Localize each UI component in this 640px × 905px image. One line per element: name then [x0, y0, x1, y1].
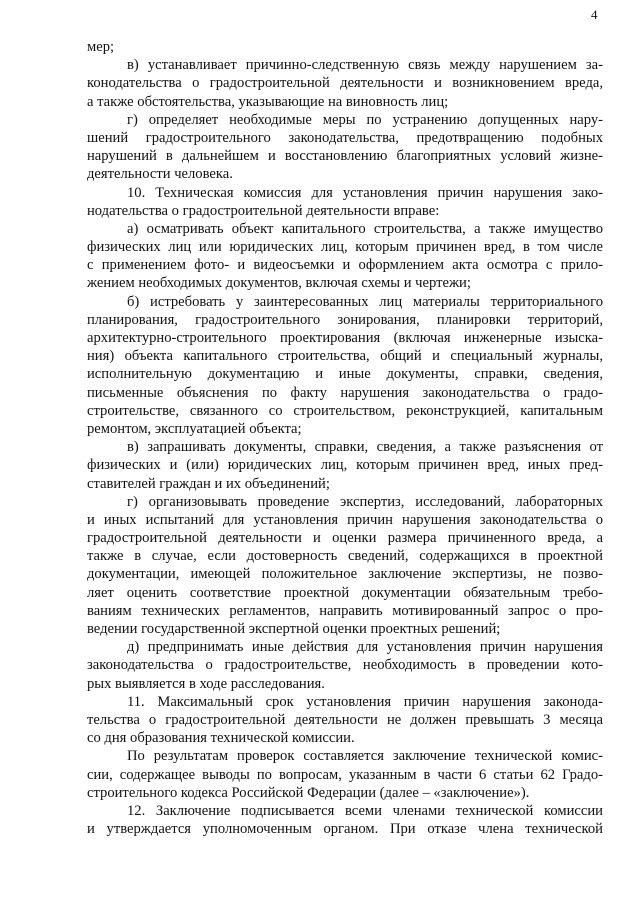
text-line: планирования, градостроительного зонирования, планировки территорий, — [87, 311, 603, 328]
text-line: д) предпринимать иные действия для установления причин нарушения — [127, 639, 603, 656]
text-line: в) запрашивать документы, справки, сведения, а также разъяснения от — [127, 439, 603, 456]
text-line: строительстве, связанного со строительством, реконструкцией, капитальным — [87, 402, 603, 419]
document-body — [87, 38, 603, 838]
text-line: 10. Техническая комиссия для установления причин нарушения зако- — [127, 184, 603, 201]
text-line: ния) объекта капитального строительства, общий и специальный журналы, — [87, 348, 603, 365]
text-line: ведении государственной экспертной оценки проектных решений; — [87, 621, 501, 637]
text-line: а) осматривать объект капитального строительства, а также имущество — [127, 220, 603, 237]
text-line: рых выявляется в ходе расследования. — [87, 675, 325, 692]
text-line: г) определяет необходимые меры по устранению допущенных нару- — [127, 111, 603, 128]
text-line: физических и (или) юридических лиц, которым причинен вред, иных пред- — [87, 457, 603, 474]
text-line: По результатам проверок составляется заключение технической комис- — [127, 748, 603, 765]
text-line: строительного кодекса Российской Федерации (далее – «заключение»). — [87, 784, 530, 801]
text-line: жением необходимых документов, включая схемы и чертежи; — [87, 275, 471, 292]
text-line: градостроительной деятельности и оценки размера причиненного вреда, а — [87, 530, 603, 547]
text-line: также в случае, если достоверность сведений, содержащихся в проектной — [87, 548, 603, 565]
text-line: 12. Заключение подписывается всеми членами технической комиссии — [127, 802, 603, 819]
text-line: документации, имеющей положительное заключение экспертизы, не позво- — [87, 566, 603, 583]
text-line: тельства о градостроительной деятельности не должен превышать 3 месяца — [87, 711, 603, 728]
text-line: в) устанавливает причинно-следственную связь между нарушением за- — [127, 57, 603, 74]
text-line: письменные объяснения по факту нарушения законодательства о градо- — [87, 384, 603, 401]
text-line: архитектурно-строительного проектирования (включая инженерные изыска- — [87, 330, 603, 346]
text-line: физических лиц или юридических лиц, которым причинен вред, в том числе — [87, 239, 603, 256]
text-line: мер; — [87, 39, 115, 55]
text-line: ваниям технических регламентов, направить мотивированный запрос о про- — [87, 602, 603, 619]
text-line: сии, содержащее выводы по вопросам, указанным в части 6 статьи 62 Градо- — [87, 766, 603, 783]
text-line: со дня образования технической комиссии. — [87, 730, 355, 747]
text-line: шений градостроительного законодательства, предотвращению подобных — [87, 129, 603, 146]
page-number: 4 — [591, 7, 598, 22]
text-line: конодательства о градостроительной деятельности и возникновением вреда, — [87, 75, 603, 92]
text-line: а также обстоятельства, указывающие на виновность лиц; — [87, 93, 449, 110]
text-line: исполнительную документацию и иные документы, справки, сведения, — [87, 366, 603, 383]
text-line: с применением фото- и видеосъемки и оформлением акта осмотра с прило- — [87, 257, 603, 274]
text-line: ляет оценить соответствие проектной документации обязательным требо- — [87, 584, 603, 601]
text-line: ремонтом, эксплуатацией объекта; — [87, 420, 302, 437]
text-line: 11. Максимальный срок установления причин нарушения законода- — [127, 693, 603, 710]
text-line: законодательства о градостроительстве, необходимость в проведении кото- — [87, 657, 603, 674]
text-line: б) истребовать у заинтересованных лиц материалы территориального — [127, 293, 603, 310]
text-line: ставителей граждан и их объединений; — [87, 475, 330, 492]
text-line: нодательства о градостроительной деятельности вправе: — [87, 202, 440, 219]
text-line: г) организовывать проведение экспертиз, исследований, лабораторных — [127, 493, 603, 510]
text-line: деятельности человека. — [87, 166, 233, 183]
text-line: и иных испытаний для установления причин нарушения законодательства о — [87, 511, 603, 528]
text-line: нарушений в дальнейшем и восстановлению благоприятных условий жизне- — [87, 148, 603, 165]
text-line: и утверждается уполномоченным органом. При отказе члена технической — [87, 821, 603, 838]
